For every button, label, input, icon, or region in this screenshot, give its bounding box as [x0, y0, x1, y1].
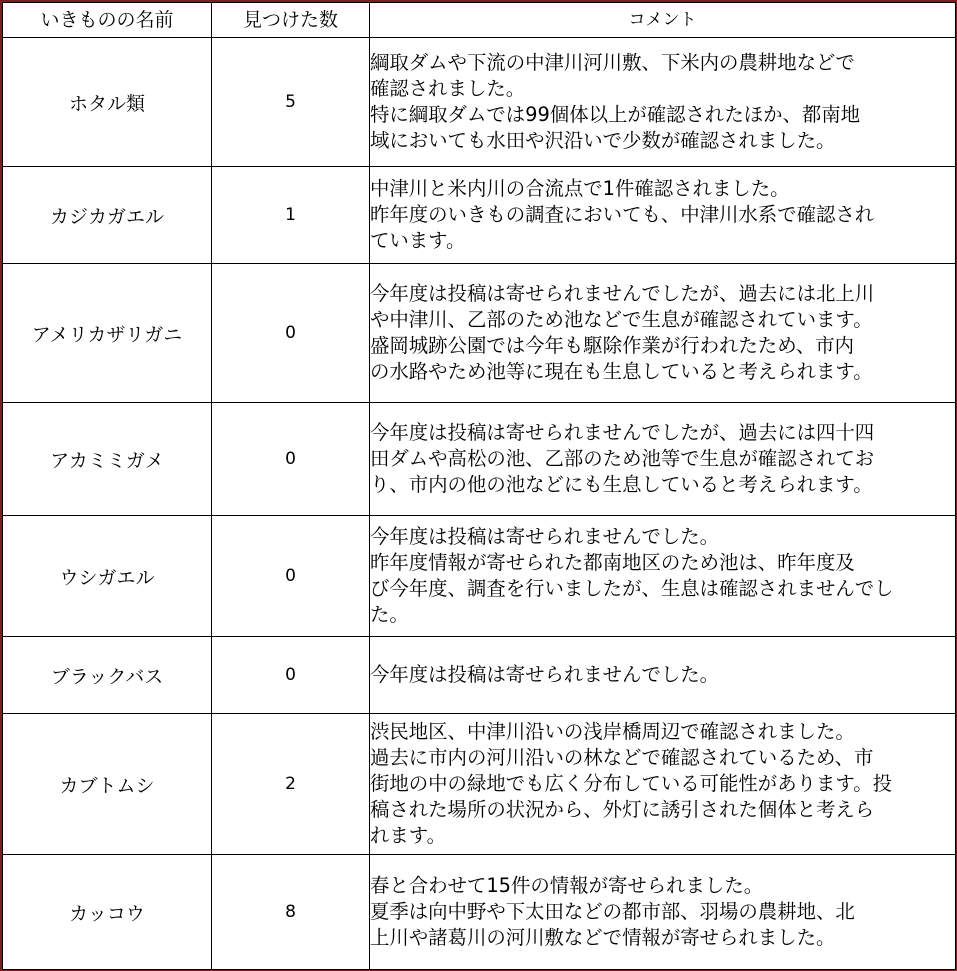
- header-name: いきものの名前: [3, 3, 212, 38]
- table-row: [3, 516, 956, 637]
- comment-cell: [370, 403, 956, 516]
- comment-line: 夏季は向中野や下太田などの都市部、羽場の農耕地、北: [370, 900, 855, 923]
- table-row: [3, 38, 956, 167]
- species-name: カブトムシ: [3, 714, 212, 855]
- comment-line: た。: [370, 603, 409, 626]
- comment-line: 春と合わせて15件の情報が寄せられました。: [370, 874, 764, 897]
- comment-line: 綱取ダムや下流の中津川河川敷、下米内の農耕地などで: [370, 51, 855, 74]
- table-row: [3, 637, 956, 714]
- header-row: [3, 3, 956, 38]
- comment-line: 確認されました。: [370, 77, 526, 100]
- comment-cell: [370, 516, 956, 637]
- comment-line: 今年度は投稿は寄せられませんでしたが、過去には北上川: [370, 282, 875, 305]
- comment-line: び今年度、調査を行いましたが、生息は確認されませんでし: [370, 577, 894, 600]
- found-count: 0: [212, 637, 370, 714]
- comment-line: 上川や諸葛川の河川敷などで情報が寄せられました。: [370, 926, 836, 949]
- comment-line: 昨年度のいきもの調査においても、中津川水系で確認され: [370, 203, 875, 226]
- found-count: 0: [212, 264, 370, 403]
- comment-line: ています。: [370, 229, 466, 252]
- comment-line: 今年度は投稿は寄せられませんでした。: [370, 663, 720, 686]
- comment-line: 今年度は投稿は寄せられませんでした。: [370, 525, 720, 548]
- header-count: 見つけた数: [212, 3, 370, 38]
- comment-line: 昨年度情報が寄せられた都南地区のため池は、昨年度及: [370, 551, 855, 574]
- comment-cell: [370, 264, 956, 403]
- comment-line: や中津川、乙部のため池などで生息が確認されています。: [370, 308, 873, 331]
- found-count: 0: [212, 516, 370, 637]
- found-count: 8: [212, 855, 370, 970]
- comment-line: 盛岡城跡公園では今年も駆除作業が行われたため、市内: [370, 334, 854, 357]
- table-row: [3, 403, 956, 516]
- species-name: アカミミガメ: [3, 403, 212, 516]
- comment-cell: [370, 167, 956, 264]
- header-comment: コメント: [370, 3, 956, 38]
- found-count: 5: [212, 38, 370, 167]
- table-row: [3, 714, 956, 855]
- comment-line: り、市内の他の池などにも生息していると考えられます。: [370, 473, 873, 496]
- comment-line: 今年度は投稿は寄せられませんでしたが、過去には四十四: [370, 421, 875, 444]
- table-row: [3, 167, 956, 264]
- comment-line: 田ダムや高松の池、乙部のため池等で生息が確認されてお: [370, 447, 875, 470]
- comment-line: れます。: [370, 824, 447, 847]
- species-name: ウシガエル: [3, 516, 212, 637]
- found-count: 2: [212, 714, 370, 855]
- comment-cell: [370, 714, 956, 855]
- found-count: 1: [212, 167, 370, 264]
- species-name: カジカガエル: [3, 167, 212, 264]
- species-table: [2, 2, 956, 970]
- comment-line: 過去に市内の河川沿いの林などで確認されているため、市: [370, 746, 874, 769]
- comment-line: 稿された場所の状況から、外灯に誘引された個体と考えら: [370, 798, 875, 821]
- table-row: [3, 855, 956, 970]
- species-name: ホタル類: [3, 38, 212, 167]
- comment-line: 域においても水田や沢沿いで少数が確認されました。: [370, 129, 836, 152]
- comment-line: の水路やため池等に現在も生息していると考えられます。: [370, 360, 873, 383]
- comment-line: 渋民地区、中津川沿いの浅岸橋周辺で確認されました。: [370, 720, 855, 743]
- comment-cell: [370, 38, 956, 167]
- comment-line: 街地の中の緑地でも広く分布している可能性があります。投: [370, 772, 892, 795]
- table-row: [3, 264, 956, 403]
- comment-line: 中津川と米内川の合流点で1件確認されました。: [370, 177, 790, 200]
- species-name: カッコウ: [3, 855, 212, 970]
- comment-line: 特に綱取ダムでは99個体以上が確認されたほか、都南地: [370, 103, 861, 126]
- comment-cell: [370, 637, 956, 714]
- species-name: ブラックバス: [3, 637, 212, 714]
- comment-cell: [370, 855, 956, 970]
- found-count: 0: [212, 403, 370, 516]
- species-name: アメリカザリガニ: [3, 264, 212, 403]
